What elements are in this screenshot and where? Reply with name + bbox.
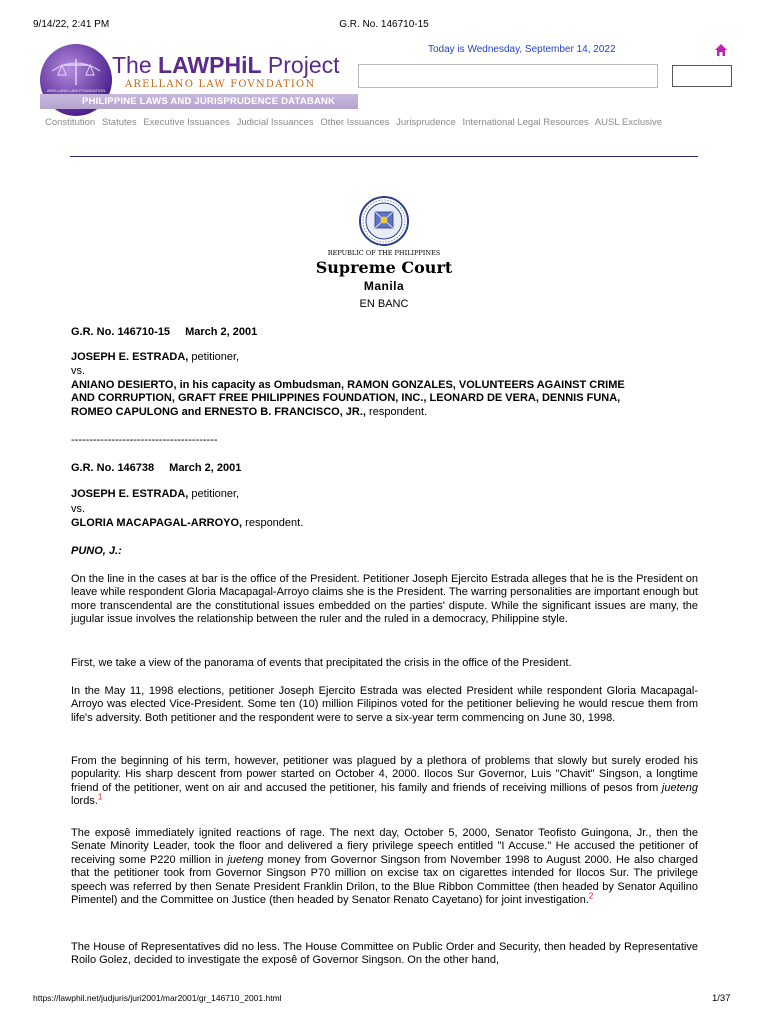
case1-date: March 2, 2001 [185,326,258,338]
site-title-post: Project [261,52,340,78]
p4-italic: jueteng [661,781,698,794]
site-subtitle: ARELLANO LAW FOVNDATION [125,79,316,90]
search-button[interactable] [672,65,732,87]
court-name: Supreme Court [315,258,453,277]
p5-text-c: money from Governor Singson from November 1998 to August 2000. He also charged that the petitioner took from Governor Singson P70 million on excise tax on cigarettes intended for Ilocos Sur. The privilege speech was referred by then Senate President Franklin Drilon, to the Blue Ribbon Committee (then headed by Senator Aquilino Pimentel) and the Committee on Justice (then headed by Senator Renato Cayetano) for joint investigation. [71,853,698,907]
case2-gr [71,462,241,475]
case1-petitioner [71,351,239,364]
case2-gr-number: G.R. No. 146738 [71,462,155,474]
case1-petitioner-name: JOSEPH E. ESTRADA, [71,351,189,363]
site-title-pre: The [112,52,159,78]
nav-executive-issuances[interactable]: Executive Issuances [143,117,230,128]
body-paragraph-4 [71,755,698,809]
nav-international-legal-resources[interactable]: International Legal Resources [462,117,589,128]
supreme-court-seal-icon [358,195,410,247]
case1-respondents [71,379,711,419]
case2-petitioner [71,488,239,501]
nav-statutes[interactable]: Statutes [101,117,137,128]
case1-respondent-role: respondent. [366,405,428,418]
today-date: Today is Wednesday, September 14, 2022 [428,44,616,55]
print-doc-title: G.R. No. 146710-15 [339,19,429,30]
case1-petitioner-role: petitioner, [188,351,240,363]
republic-label: REPUBLIC OF THE PHILIPPINES [327,249,441,257]
case2-respondent-role: respondent. [242,517,304,529]
nav-other-issuances[interactable]: Other Issuances [320,117,390,128]
body-paragraph-6: The House of Representatives did no less. The House Committee on Public Order and Security, then headed by Representative Roilo Golez, decided to investigate the exposê of Governor Singson. On the other hand, [71,941,698,967]
main-nav [45,117,666,128]
case2-petitioner-name: JOSEPH E. ESTRADA, [71,488,189,500]
case2-petitioner-role: petitioner, [188,488,240,500]
case1-respondents-line2: AND CORRUPTION, GRAFT FREE PHILIPPINES FOUNDATION, INC., LEONARD DE VERA, DENNIS FUNA, [71,392,621,405]
logo-small-text: ARELLANO LAW FOUNDATION [46,88,106,93]
p4-text-a: From the beginning of his term, however, petitioner was plagued by a plethora of problems that slowly but surely eroded his popularity. His sharp descent from power started on October 4, 2000. Ilocos Sur Governor, Luis "Chavit" Singson, a longtime friend of the petitioner, went on air and accused the petitioner, his family and friends of receiving millions of pesos from [71,755,698,794]
body-paragraph-2: First, we take a view of the panorama of events that precipitated the crisis in the office of the President. [71,657,572,669]
print-url: https://lawphil.net/judjuris/juri2001/mar2001/gr_146710_2001.html [33,993,282,1003]
footnote-link-1[interactable]: 1 [97,792,103,802]
site-title[interactable] [112,52,340,79]
p4-text-c: lords. [71,795,98,808]
print-page-number: 1/37 [712,993,731,1004]
case1-gr-number: G.R. No. 146710-15 [71,326,171,338]
ponente: PUNO, J.: [71,545,122,557]
print-datetime: 9/14/22, 2:41 PM [33,19,110,30]
nav-ausl-exclusive[interactable]: AUSL Exclusive [594,117,663,128]
case2-vs: vs. [71,503,86,515]
case2-respondent-name: GLORIA MACAPAGAL-ARROYO, [71,517,243,529]
home-icon[interactable] [714,43,728,57]
case2-date: March 2, 2001 [169,462,242,474]
case2-respondent [71,517,303,530]
search-input[interactable] [358,64,658,88]
body-paragraph-5 [71,827,698,907]
site-tagline-bar [40,94,358,109]
body-paragraph-3: In the May 11, 1998 elections, petitioner Joseph Ejercito Estrada was elected President while respondent Gloria Macapagal-Arroyo was elected Vice-President. Some ten (10) million Filipinos voted for the petitioner believing he would rescue them from life's adversity. Both petitioner and the respondent were to serve a six-year term commencing on June 30, 1998. [71,685,698,724]
case1-vs: vs. [71,365,86,377]
footnote-link-2[interactable]: 2 [588,891,594,901]
nav-jurisprudence[interactable]: Jurisprudence [396,117,456,128]
case-separator: ---------------------------------------- [71,434,218,446]
nav-constitution[interactable]: Constitution [45,117,96,128]
header-divider [70,156,698,157]
p5-italic: jueteng [227,853,264,866]
nav-judicial-issuances[interactable]: Judicial Issuances [236,117,314,128]
case1-respondents-line3: ROMEO CAPULONG and ERNESTO B. FRANCISCO, JR., [71,405,366,418]
court-division: EN BANC [359,298,409,310]
case1-gr [71,326,257,339]
site-tagline: PHILIPPINE LAWS AND JURISPRUDENCE DATABANK [82,96,336,107]
body-paragraph-1: On the line in the cases at bar is the office of the President. Petitioner Joseph Ejercito Estrada alleges that he is the President on leave while respondent Gloria Macapagal-Arroyo claims she is the President. The warring personalities are important enough but more transcendental are the constitutional issues embedded on the parties' dispute. While the significant issues are many, the jugular issue involves the relationship between the ruler and the ruled in a democracy, Philippine style. [71,573,698,626]
site-title-bold: LAWPHiL [158,52,262,78]
case1-respondents-line1: ANIANO DESIERTO, in his capacity as Ombudsman, RAMON GONZALES, VOLUNTEERS AGAINST CRIME [71,379,625,391]
court-city: Manila [363,279,405,293]
p5-text-a: The exposê immediately ignited reactions of rage. The next day, October 5, 2000, Senator Teofisto Guingona, Jr., then the Senate Minority Leader, took the floor and delivered a fiery privilege speech entitled "I Accuse." He accused the petitioner of receiving some P220 million in [71,827,698,866]
